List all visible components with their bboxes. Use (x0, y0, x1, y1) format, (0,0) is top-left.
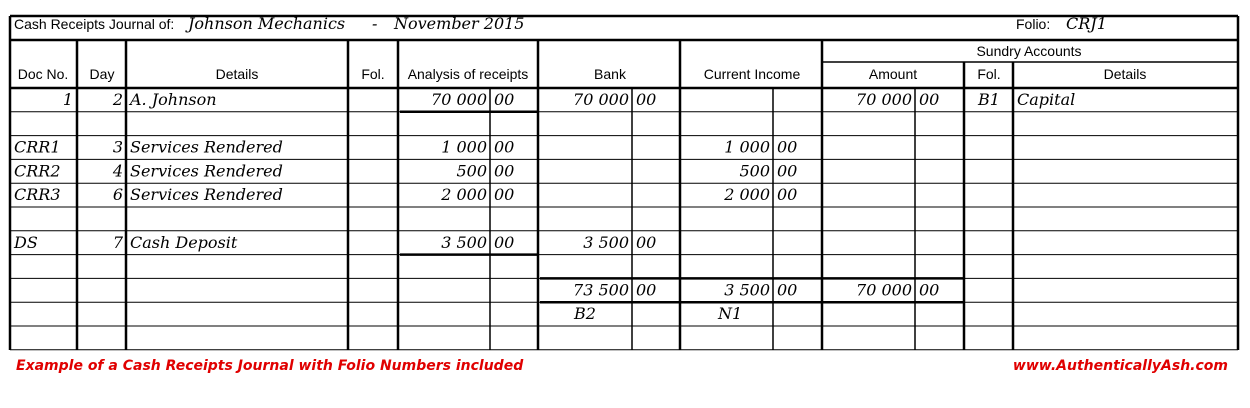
cell-doc-no: CRR2 (14, 161, 61, 181)
cell-details: Services Rendered (130, 185, 283, 205)
cell-income-cents: 00 (777, 185, 798, 205)
cell-analysis-cents: 00 (494, 185, 515, 205)
folio-label: Folio: (1016, 16, 1051, 32)
header-details: Details (215, 66, 259, 82)
cell-day: 3 (112, 137, 123, 157)
cell-bank-folio: B2 (574, 304, 596, 324)
journal-title-separator: - (372, 14, 378, 33)
cell-details: A. Johnson (130, 90, 217, 109)
header-fol: Fol. (361, 66, 385, 82)
cell-details: Cash Deposit (130, 232, 238, 252)
cell-income-rands: 1 000 (724, 137, 770, 157)
folio-value: CRJ1 (1066, 14, 1107, 33)
cell-day: 6 (112, 185, 123, 205)
cell-analysis-cents: 00 (494, 90, 515, 109)
cell-income-cents: 00 (777, 137, 798, 157)
cell-analysis-cents: 00 (494, 137, 515, 157)
journal-period: November 2015 (394, 14, 525, 33)
header-current-income: Current Income (703, 66, 801, 82)
cell-bank-cents: 00 (636, 232, 657, 252)
header-analysis-of-receipts: Analysis of receipts (407, 66, 529, 82)
cell-day: 2 (112, 90, 123, 109)
cell-sundry-cents: 00 (919, 90, 940, 109)
cell-income-rands: 500 (739, 161, 770, 181)
cell-details: Services Rendered (130, 137, 283, 157)
cell-sundry-rands: 70 000 (856, 280, 912, 300)
cell-income-rands: 3 500 (724, 280, 770, 300)
cell-sundry-fol: B1 (978, 90, 1000, 109)
cell-sundry-rands: 70 000 (856, 90, 912, 109)
cell-day: 4 (112, 161, 123, 181)
cell-bank-cents: 00 (636, 90, 657, 109)
cell-doc-no: CRR1 (14, 137, 61, 157)
cell-income-rands: 2 000 (724, 185, 770, 205)
cell-sundry-details: Capital (1017, 90, 1076, 109)
header-sundry-fol: Fol. (977, 66, 1001, 82)
cell-analysis-rands: 70 000 (431, 90, 487, 109)
website-caption: www.AuthenticallyAsh.com (1012, 358, 1228, 374)
cell-analysis-rands: 1 000 (441, 137, 487, 157)
cell-analysis-rands: 3 500 (441, 232, 487, 252)
cell-income-cents: 00 (777, 280, 798, 300)
cell-income-folio: N1 (718, 304, 743, 324)
cell-analysis-rands: 500 (456, 161, 487, 181)
header-sundry-details: Details (1103, 66, 1147, 82)
header-doc-no: Doc No. (17, 66, 69, 82)
cell-income-cents: 00 (777, 161, 798, 181)
cell-doc-no: 1 (62, 90, 73, 109)
journal-caption: Example of a Cash Receipts Journal with Folio Numbers included (16, 358, 524, 374)
header-day: Day (89, 66, 115, 82)
cell-bank-rands: 70 000 (573, 90, 629, 109)
cell-analysis-cents: 00 (494, 232, 515, 252)
cell-details: Services Rendered (130, 161, 283, 181)
cell-bank-cents: 00 (636, 280, 657, 300)
cell-analysis-rands: 2 000 (441, 185, 487, 205)
journal-title-label: Cash Receipts Journal of: (14, 16, 175, 32)
cell-doc-no: CRR3 (14, 185, 61, 205)
cell-analysis-cents: 00 (494, 161, 515, 181)
cell-bank-rands: 3 500 (583, 232, 629, 252)
sundry-accounts-header: Sundry Accounts (976, 43, 1082, 59)
cell-day: 7 (112, 232, 123, 252)
cell-doc-no: DS (14, 232, 38, 252)
header-bank: Bank (594, 66, 626, 82)
journal-entity-name: Johnson Mechanics (188, 14, 346, 33)
cell-sundry-cents: 00 (919, 280, 940, 300)
header-sundry-amount: Amount (868, 66, 918, 82)
cell-bank-rands: 73 500 (573, 280, 629, 300)
